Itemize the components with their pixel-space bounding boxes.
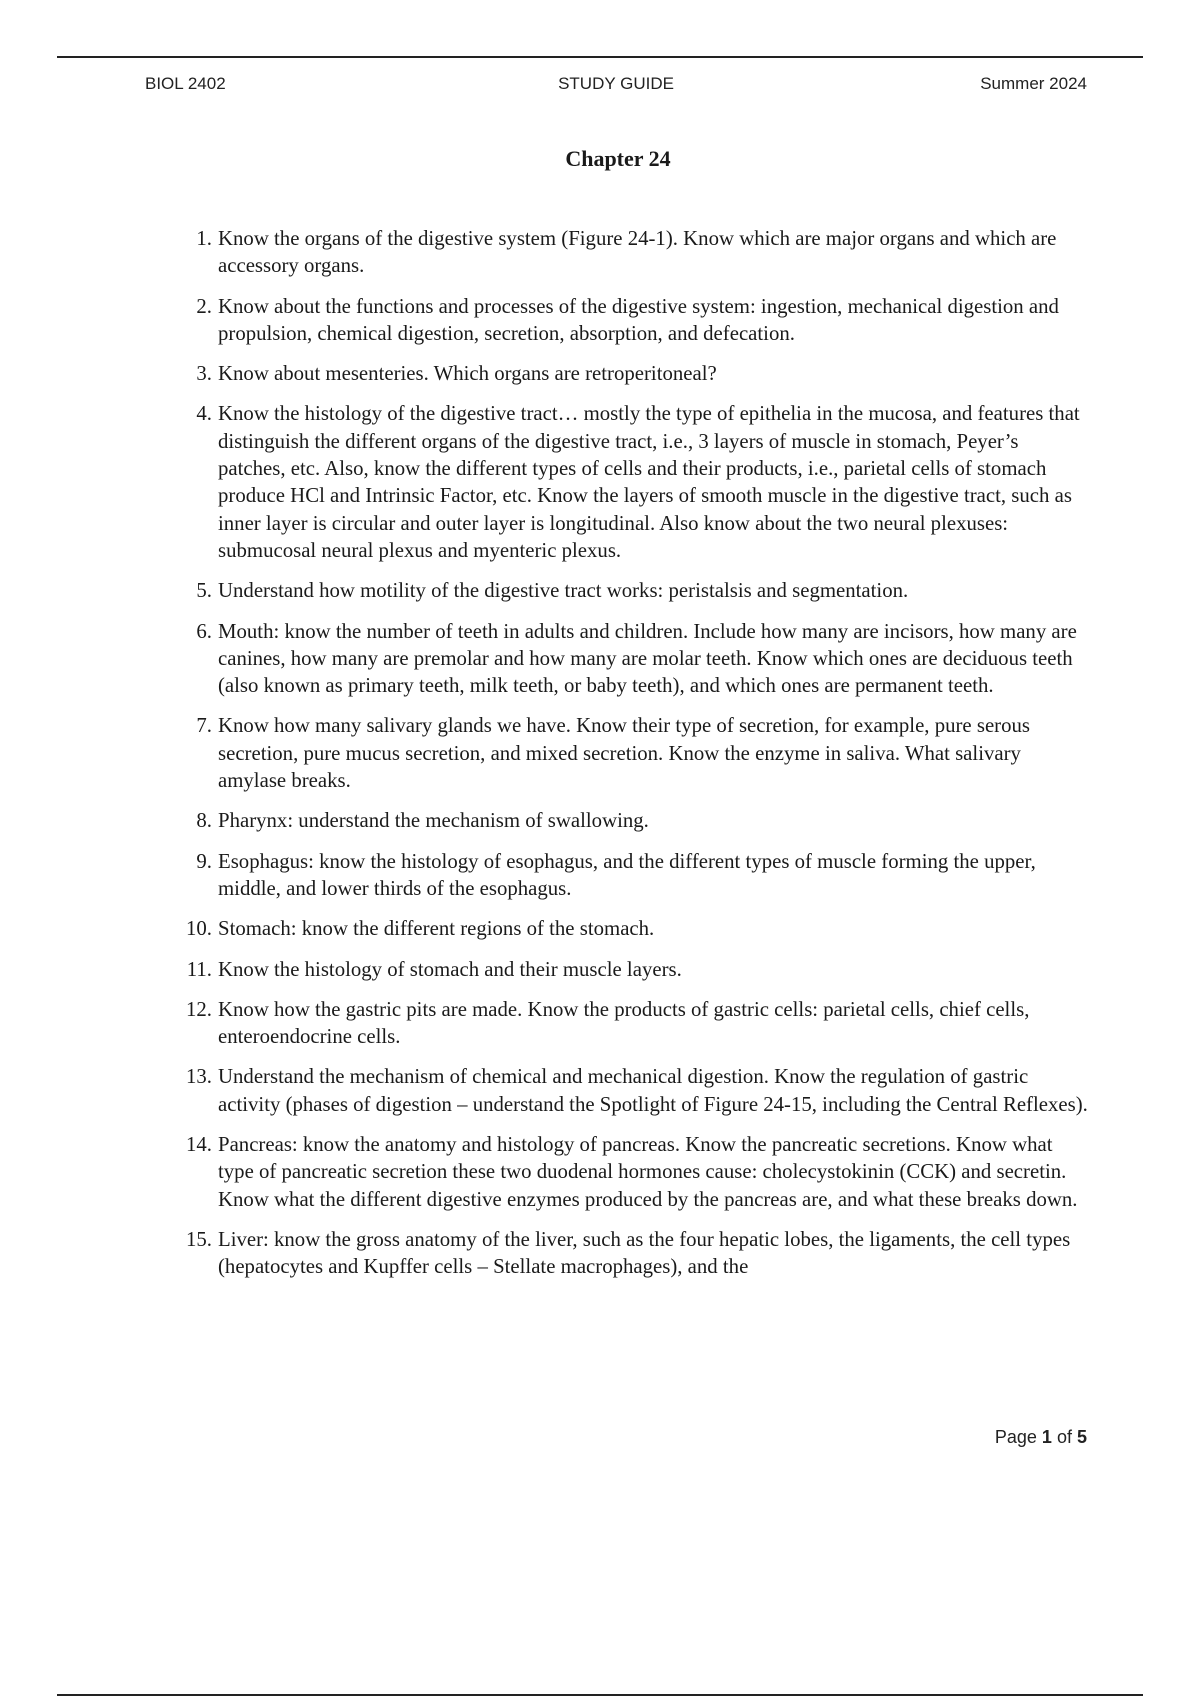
item-text: Liver: know the gross anatomy of the liver, such as the four hepatic lobes, the ligaments, the cell types (hepatocytes and Kupffer cells – Stellate macrophages), and the bbox=[218, 1227, 1071, 1279]
list-item bbox=[178, 293, 1088, 348]
list-item bbox=[178, 360, 1088, 387]
item-number: 12. bbox=[186, 997, 212, 1021]
list-item bbox=[178, 807, 1088, 834]
item-number: 11. bbox=[186, 957, 212, 981]
item-number: 3. bbox=[196, 362, 212, 386]
page-total: 5 bbox=[1076, 1427, 1087, 1447]
item-number: 10. bbox=[186, 917, 212, 941]
of-label: of bbox=[1056, 1427, 1072, 1447]
list-item bbox=[178, 848, 1088, 903]
list-item bbox=[178, 225, 1088, 280]
item-number: 2. bbox=[196, 294, 212, 318]
item-text: Know about mesenteries. Which organs are retroperitoneal? bbox=[218, 362, 717, 386]
list-item bbox=[178, 1063, 1088, 1118]
page-footer bbox=[995, 1427, 1087, 1448]
bottom-rule bbox=[57, 1694, 1143, 1696]
item-text: Understand how motility of the digestive tract works: peristalsis and segmentation. bbox=[218, 579, 909, 603]
item-text: Know how many salivary glands we have. Know their type of secretion, for example, pure serous secretion, pure mucus secretion, and mixed secretion. Know the enzyme in saliva. What salivary amylase breaks. bbox=[218, 714, 1031, 793]
list-item bbox=[178, 712, 1088, 794]
list-item bbox=[178, 915, 1088, 942]
term: Summer 2024 bbox=[980, 74, 1087, 93]
item-text: Know how the gastric pits are made. Know the products of gastric cells: parietal cells, chief cells, enteroendocrine cells. bbox=[218, 997, 1030, 1049]
item-number: 14. bbox=[186, 1133, 212, 1157]
list-item bbox=[178, 996, 1088, 1051]
list-item bbox=[178, 1131, 1088, 1213]
item-text: Understand the mechanism of chemical and mechanical digestion. Know the regulation of gastric activity (phases of digestion – understand the Spotlight of Figure 24-15, including the Central Reflexes). bbox=[218, 1065, 1088, 1116]
list-item bbox=[178, 956, 1088, 983]
item-text: Esophagus: know the histology of esophagus, and the different types of muscle forming the upper, middle, and lower thirds of the esophagus. bbox=[218, 849, 1036, 900]
item-text: Pancreas: know the anatomy and histology of pancreas. Know the pancreatic secretions. Know what type of pancreatic secretion these two duodenal hormones cause: cholecystokinin (CCK) and secretin. Know what the different digestive enzymes produced by the pancreas are, and what these breaks down. bbox=[218, 1133, 1078, 1211]
item-text: Know the organs of the digestive system (Figure 24-1). Know which are major organs and which are accessory organs. bbox=[218, 227, 1057, 278]
page-label: Page bbox=[994, 1427, 1037, 1447]
item-number: 5. bbox=[196, 579, 212, 603]
item-number: 4. bbox=[196, 402, 212, 426]
list-item bbox=[178, 1226, 1088, 1281]
item-number: 9. bbox=[196, 849, 212, 873]
page-current: 1 bbox=[1041, 1427, 1052, 1447]
item-text: Know the histology of stomach and their muscle layers. bbox=[218, 957, 682, 981]
item-text: Know about the functions and processes of the digestive system: ingestion, mechanical digestion and propulsion, chemical digestion, secretion, absorption, and defecation. bbox=[218, 294, 1059, 345]
item-number: 6. bbox=[196, 619, 212, 643]
top-rule bbox=[57, 56, 1143, 58]
list-item bbox=[178, 400, 1088, 564]
item-text: Mouth: know the number of teeth in adults and children. Include how many are incisors, how many are canines, how many are premolar and how many are molar teeth. Know which ones are deciduous teeth (also known as primary teeth, milk teeth, or baby teeth), and which ones are permanent teeth. bbox=[218, 619, 1077, 698]
item-number: 8. bbox=[196, 809, 212, 833]
item-number: 13. bbox=[186, 1065, 212, 1089]
item-text: Know the histology of the digestive tract… mostly the type of epithelia in the mucosa, and features that distinguish the different organs of the digestive tract, i.e., 3 layers of muscle in stomach, Peyer’s patches, etc. Also, know the different types of cells and their products, i.e., parietal cells of stomach produce HCl and Intrinsic Factor, etc. Know the layers of smooth muscle in the digestive tract, such as inner layer is circular and outer layer is longitudinal. Also know about the two neural plexuses: submucosal neural plexus and myenteric plexus. bbox=[218, 402, 1080, 562]
item-number: 1. bbox=[196, 227, 212, 250]
page-header bbox=[145, 74, 1087, 98]
study-guide-list bbox=[178, 225, 1088, 1294]
course-code: BIOL 2402 bbox=[145, 74, 226, 93]
document-type: STUDY GUIDE bbox=[558, 74, 674, 93]
item-text: Stomach: know the different regions of the stomach. bbox=[218, 917, 655, 941]
item-text: Pharynx: understand the mechanism of swallowing. bbox=[218, 809, 649, 833]
page-title: Chapter 24 bbox=[565, 146, 671, 171]
list-item bbox=[178, 618, 1088, 700]
item-number: 7. bbox=[196, 714, 212, 738]
list-item bbox=[178, 577, 1088, 604]
item-number: 15. bbox=[186, 1227, 212, 1251]
